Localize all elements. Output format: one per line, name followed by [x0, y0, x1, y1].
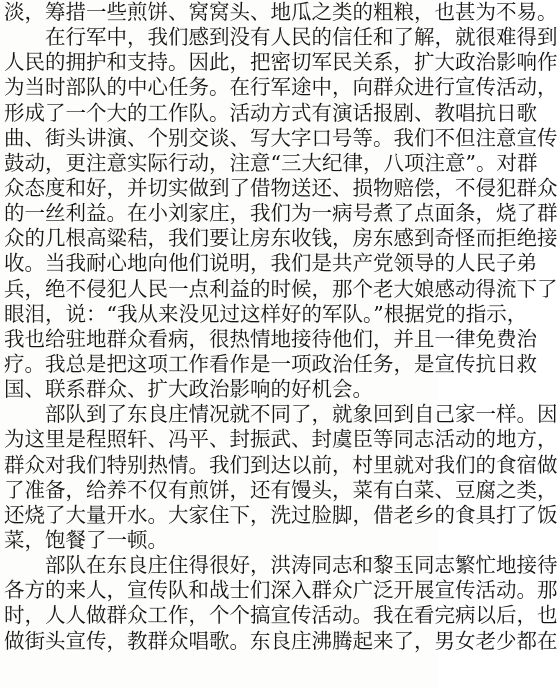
- text-line: 菜，饱餐了一顿。: [4, 527, 168, 552]
- text-line: 了准备，给养不仅有煎饼，还有馒头，菜有白菜、豆腐之类，: [4, 477, 558, 502]
- text-line: 时，人人做群众工作，个个搞宣传活动。我在看完病以后，也: [4, 603, 558, 628]
- text-line: 兵，绝不侵犯人民一点利益的时候，那个老大娘感动得流下了: [4, 276, 558, 301]
- body-text: [4, 0, 558, 654]
- text-line: 形成了一个大的工作队。活动方式有演话报剧、教唱抗日歌: [4, 100, 537, 125]
- text-line: 众态度和好，并切实做到了借物送还、损物赔偿，不侵犯群众: [4, 175, 558, 200]
- text-line: 我也给驻地群众看病，很热情地接待他们，并且一律免费治: [4, 326, 537, 351]
- text-line: 为当时部队的中心任务。在行军途中，向群众进行宣传活动，: [4, 75, 558, 100]
- text-line: 各方的来人，宣传队和战士们深入群众广泛开展宣传活动。那: [4, 578, 558, 603]
- text-line: 在行军中，我们感到没有人民的信任和了解，就很难得到: [45, 25, 558, 50]
- text-line: 人民的拥护和支持。因此，把密切军民关系，扩大政治影响作: [4, 50, 558, 75]
- text-line: 做街头宣传，教群众唱歌。东良庄沸腾起来了，男女老少都在: [4, 628, 558, 653]
- text-line: 疗。我总是把这项工作看作是一项政治任务，是宣传抗日救: [4, 351, 537, 376]
- text-line: 群众对我们特别热情。我们到达以前，村里就对我们的食宿做: [4, 452, 558, 477]
- text-line: 国、联系群众、扩大政治影响的好机会。: [4, 377, 373, 402]
- text-line: 鼓动，更注意实际行动，注意“三大纪律，八项注意”。对群: [4, 150, 538, 175]
- text-line: 曲、街头讲演、个别交谈、写大字口号等。我们不但注意宣传: [4, 125, 558, 150]
- text-line: 部队到了东良庄情况就不同了，就象回到自己家一样。因: [45, 402, 558, 427]
- text-line: 部队在东良庄住得很好，洪涛同志和黎玉同志繁忙地接待: [45, 553, 558, 578]
- text-line: 为这里是程照轩、冯平、封振武、封虞臣等同志活动的地方，: [4, 427, 558, 452]
- text-line: 淡，筹措一些煎饼、窝窝头、地瓜之类的粗粮，也甚为不易。: [4, 0, 558, 24]
- text-line: 收。当我耐心地向他们说明，我们是共产党领导的人民子弟: [4, 251, 537, 276]
- text-line: 的一丝利益。在小刘家庄，我们为一病号煮了点面条，烧了群: [4, 201, 558, 226]
- text-line: 众的几根高粱秸，我们要让房东收钱，房东感到奇怪而拒绝接: [4, 226, 558, 251]
- text-line: 还烧了大量开水。大家住下，洗过脸脚，借老乡的食具打了饭: [4, 502, 558, 527]
- text-line: 眼泪，说：“我从来没见过这样好的军队。”根据党的指示，: [4, 301, 528, 326]
